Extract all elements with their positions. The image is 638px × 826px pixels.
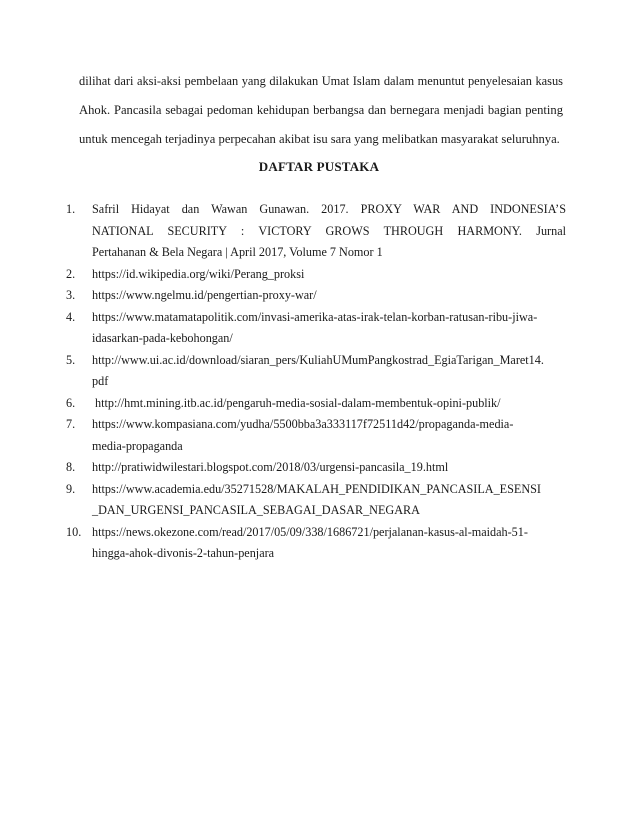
reference-text bbox=[92, 414, 566, 457]
reference-text bbox=[92, 285, 566, 307]
reference-text bbox=[92, 199, 566, 264]
reference-link[interactable]: https://news.okezone.com/read/2017/05/09/338/1686721/perjalanan-kasus-al-maidah-51- bbox=[92, 524, 528, 539]
reference-text bbox=[92, 522, 566, 565]
reference-link[interactable]: hingga-ahok-divonis-2-tahun-penjara bbox=[92, 546, 275, 560]
reference-text bbox=[92, 307, 566, 350]
reference-number: 9. bbox=[66, 481, 76, 496]
bibliography-heading: DAFTAR PUSTAKA bbox=[258, 159, 380, 174]
reference-item bbox=[66, 264, 566, 286]
reference-number: 6. bbox=[66, 395, 76, 410]
reference-link[interactable]: http://pratiwidwilestari.blogspot.com/2018/03/urgensi-pancasila_19.html bbox=[92, 460, 449, 474]
paragraph-line: Ahok. Pancasila sebagai pedoman kehidupan berbangsa dan bernegara menjadi bagian penting bbox=[79, 103, 563, 117]
reference-item bbox=[66, 285, 566, 307]
reference-link[interactable]: pdf bbox=[92, 374, 109, 388]
paragraph-line: untuk mencegah terjadinya perpecahan akibat isu sara yang melibatkan masyarakat seluruhnya. bbox=[79, 132, 560, 146]
reference-line: Safril Hidayat dan Wawan Gunawan. 2017. PROXY WAR AND INDONESIA’S bbox=[92, 202, 566, 216]
reference-link[interactable]: https://www.kompasiana.com/yudha/5500bba3a333117f72511d42/propaganda-media- bbox=[92, 417, 514, 431]
reference-text bbox=[92, 350, 566, 393]
reference-link[interactable]: http://hmt.mining.itb.ac.id/pengaruh-media-sosial-dalam-membentuk-opini-publik/ bbox=[92, 395, 501, 410]
reference-link[interactable]: http://www.ui.ac.id/download/siaran_pers/KuliahUMumPangkostrad_EgiaTarigan_Maret14. bbox=[92, 352, 544, 367]
reference-item bbox=[66, 414, 566, 457]
reference-item bbox=[66, 457, 566, 479]
reference-item bbox=[66, 199, 566, 264]
reference-item bbox=[66, 522, 566, 565]
reference-link[interactable]: idasarkan-pada-kebohongan/ bbox=[92, 331, 233, 345]
reference-number: 3. bbox=[66, 288, 76, 302]
reference-item bbox=[66, 350, 566, 393]
reference-text bbox=[92, 264, 566, 286]
reference-text bbox=[92, 457, 566, 479]
reference-link[interactable]: https://www.academia.edu/35271528/MAKALAH_PENDIDIKAN_PANCASILA_ESENSI bbox=[92, 481, 541, 496]
reference-link[interactable]: https://id.wikipedia.org/wiki/Perang_proksi bbox=[92, 266, 305, 281]
reference-number: 7. bbox=[66, 417, 76, 431]
closing-paragraph bbox=[79, 67, 563, 154]
reference-number: 4. bbox=[66, 309, 76, 324]
reference-line: Pertahanan & Bela Negara | April 2017, Volume 7 Nomor 1 bbox=[92, 245, 383, 259]
reference-link[interactable]: https://www.ngelmu.id/pengertian-proxy-war/ bbox=[92, 288, 317, 302]
reference-number: 8. bbox=[66, 460, 76, 474]
reference-number: 5. bbox=[66, 352, 76, 367]
reference-text bbox=[92, 479, 566, 522]
reference-item bbox=[66, 393, 566, 415]
reference-item bbox=[66, 479, 566, 522]
reference-line: NATIONAL SECURITY : VICTORY GROWS THROUGH HARMONY. Jurnal bbox=[92, 223, 566, 238]
reference-link[interactable]: _DAN_URGENSI_PANCASILA_SEBAGAI_DASAR_NEGARA bbox=[92, 503, 420, 517]
reference-link[interactable]: media-propaganda bbox=[92, 438, 183, 453]
reference-list bbox=[66, 199, 566, 565]
reference-number: 1. bbox=[66, 202, 76, 216]
reference-text bbox=[92, 393, 566, 415]
reference-number: 2. bbox=[66, 266, 76, 281]
reference-link[interactable]: https://www.matamatapolitik.com/invasi-amerika-atas-irak-telan-korban-ratusan-ribu-jiwa- bbox=[92, 309, 538, 324]
reference-item bbox=[66, 307, 566, 350]
reference-number: 10. bbox=[66, 524, 82, 539]
paragraph-line: dilihat dari aksi-aksi pembelaan yang dilakukan Umat Islam dalam menuntut penyelesaian kasus bbox=[79, 74, 563, 88]
